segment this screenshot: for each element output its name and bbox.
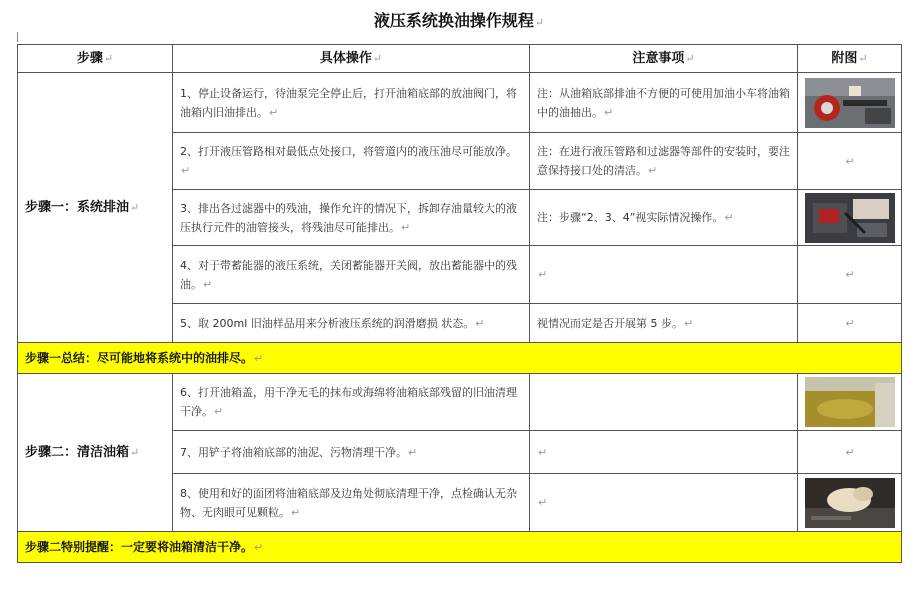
note-cell: 视情况而定是否开展第 5 步。↵ [530,304,798,343]
step1-label: 步骤一：系统排油↵ [18,73,173,343]
figure-cell: ↵ [798,431,902,474]
step1-summary: 步骤一总结：尽可能地将系统中的油排尽。↵ [18,343,902,374]
figure-cell [798,190,902,246]
table-row [18,73,902,133]
figure-cell: ↵ [798,246,902,304]
tank-oil-photo [805,377,895,427]
figure-cell [798,374,902,431]
note-cell: 注：步骤“2、3、4”视实际情况操作。↵ [530,190,798,246]
page-edge-mark [17,32,18,42]
step2-summary: 步骤二特别提醒：一定要将油箱清洁干净。↵ [18,532,902,563]
dough-cleaning-photo [805,478,895,528]
operation-cell: 2、打开液压管路相对最低点处接口，将管道内的液压油尽可能放净。↵ [173,133,530,190]
header-step: 步骤↵ [18,45,173,73]
step2-summary-row [18,532,902,563]
step1-summary-row [18,343,902,374]
step2-label: 步骤二：清洁油箱↵ [18,374,173,532]
operation-cell: 4、对于带蓄能器的液压系统，关闭蓄能器开关阀，放出蓄能器中的残油。↵ [173,246,530,304]
operation-cell: 3、排出各过滤器中的残油，操作允许的情况下，拆卸存油量较大的液压执行元件的油管接头，将残油尽可能排出。↵ [173,190,530,246]
operation-cell: 1、停止设备运行，待油泵完全停止后，打开油箱底部的放油阀门，将油箱内旧油排出。↵ [173,73,530,133]
figure-cell: ↵ [798,304,902,343]
figure-cell [798,474,902,532]
operation-cell: 7、用铲子将油箱底部的油泥、污物清理干净。↵ [173,431,530,474]
page-title: 液压系统换油操作规程↵ [373,11,545,30]
note-cell [530,374,798,431]
header-figure: 附图↵ [798,45,902,73]
note-cell: 注：从油箱底部排油不方便的可使用加油小车将油箱中的油抽出。↵ [530,73,798,133]
drain-photo [805,78,895,128]
note-cell: ↵ [530,431,798,474]
operation-cell: 6、打开油箱盖，用干净无毛的抹布或海绵将油箱底部残留的旧油清理干净。↵ [173,374,530,431]
header-notes: 注意事项↵ [530,45,798,73]
note-cell: 注：在进行液压管路和过滤器等部件的安装时，要注意保持接口处的清洁。↵ [530,133,798,190]
note-cell: ↵ [530,474,798,532]
operation-cell: 8、使用和好的面团将油箱底部及边角处彻底清理干净，点检确认无杂物、无肉眼可见颗粒。↵ [173,474,530,532]
figure-cell: ↵ [798,133,902,190]
operation-cell: 5、取 200ml 旧油样品用来分析液压系统的润滑磨损 状态。↵ [173,304,530,343]
header-operation: 具体操作↵ [173,45,530,73]
note-cell: ↵ [530,246,798,304]
filter-photo [805,193,895,243]
procedure-table [17,44,902,563]
table-header-row [18,45,902,73]
table-row [18,374,902,431]
figure-cell [798,73,902,133]
